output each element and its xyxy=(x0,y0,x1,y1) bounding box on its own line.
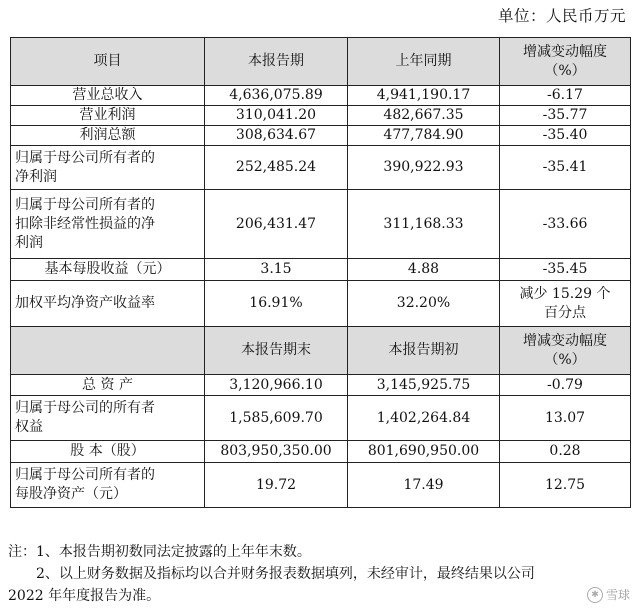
header-change xyxy=(500,327,631,375)
row-prior: 477,784.90 xyxy=(348,126,500,146)
watermark xyxy=(587,586,630,603)
financial-table xyxy=(10,37,631,508)
row-change: -35.45 xyxy=(500,259,631,281)
row-change: -35.40 xyxy=(500,126,631,146)
row-item: 加权平均净资产收益率 xyxy=(11,281,205,327)
row-item-line2: 权益 xyxy=(15,419,43,435)
row-end: 19.72 xyxy=(205,463,348,508)
row-item-line1: 归属于母公司所有者的 xyxy=(15,196,155,213)
row-end: 803,950,350.00 xyxy=(205,441,348,463)
row-change: 12.75 xyxy=(500,463,631,508)
table-row xyxy=(11,375,631,396)
header-period-end: 本报告期末 xyxy=(205,327,348,375)
header-change-line1: 增减变动幅度 xyxy=(523,332,607,349)
row-prior: 4.88 xyxy=(348,259,500,281)
row-change: 13.07 xyxy=(500,396,631,441)
table-row xyxy=(11,146,631,190)
row-change: -35.41 xyxy=(500,146,631,190)
row-begin: 17.49 xyxy=(348,463,500,508)
row-prior: 32.20% xyxy=(348,281,500,327)
table-row xyxy=(11,86,631,106)
row-item: 总 资 产 xyxy=(11,375,205,396)
row-change-line2: 百分点 xyxy=(544,304,586,321)
table-row xyxy=(11,396,631,441)
row-item-line1: 归属于母公司所有者的 xyxy=(15,467,155,483)
table-row xyxy=(11,463,631,508)
row-item-line1: 归属于母公司的所有者 xyxy=(15,400,155,416)
footnote-2-continued: 2022 年年度报告为准。 xyxy=(8,588,161,604)
row-item-line2: 净利润 xyxy=(15,168,57,185)
row-prior: 390,922.93 xyxy=(348,146,500,190)
footnote-1: 注：1、本报告期初数同法定披露的上年年末数。 xyxy=(8,544,311,560)
row-item-line3: 利润 xyxy=(15,234,43,251)
row-begin: 801,690,950.00 xyxy=(348,441,500,463)
header-prior-period: 上年同期 xyxy=(348,38,500,86)
header-change xyxy=(500,38,631,86)
row-current: 4,636,075.89 xyxy=(205,86,348,106)
table-row xyxy=(11,441,631,463)
row-item xyxy=(11,463,205,508)
row-item: 营业总收入 xyxy=(11,86,205,106)
row-current: 308,634.67 xyxy=(205,126,348,146)
row-item-line2: 每股净资产（元） xyxy=(15,486,127,502)
row-prior: 4,941,190.17 xyxy=(348,86,500,106)
row-item: 营业利润 xyxy=(11,106,205,126)
row-item-line2: 扣除非经常性损益的净 xyxy=(15,215,155,232)
row-current: 206,431.47 xyxy=(205,190,348,259)
row-item xyxy=(11,146,205,190)
header-period-begin: 本报告期初 xyxy=(348,327,500,375)
table-row xyxy=(11,259,631,281)
row-item xyxy=(11,190,205,259)
row-item: 股 本（股） xyxy=(11,441,205,463)
watermark-logo-icon: ✱ xyxy=(587,587,603,603)
header-current-period: 本报告期 xyxy=(205,38,348,86)
watermark-text: 雪球 xyxy=(605,588,630,602)
row-prior: 482,667.35 xyxy=(348,106,500,126)
row-item xyxy=(11,396,205,441)
row-change: -0.79 xyxy=(500,375,631,396)
row-end: 3,120,966.10 xyxy=(205,375,348,396)
header-change-line2: （%） xyxy=(544,351,586,368)
row-change xyxy=(500,281,631,327)
header-change-line2: （%） xyxy=(544,62,586,79)
header-item: 项目 xyxy=(11,38,205,86)
row-item-line1: 归属于母公司所有者的 xyxy=(15,149,155,166)
row-item: 基本每股收益（元） xyxy=(11,259,205,281)
row-current: 3.15 xyxy=(205,259,348,281)
table-row xyxy=(11,126,631,146)
row-change: -33.66 xyxy=(500,190,631,259)
row-end: 1,585,609.70 xyxy=(205,396,348,441)
table-row xyxy=(11,281,631,327)
table-header-row xyxy=(11,38,631,86)
row-change: -35.77 xyxy=(500,106,631,126)
row-current: 252,485.24 xyxy=(205,146,348,190)
row-begin: 1,402,264.84 xyxy=(348,396,500,441)
footnotes xyxy=(8,541,634,607)
row-change: 0.28 xyxy=(500,441,631,463)
header-blank xyxy=(11,327,205,375)
row-prior: 311,168.33 xyxy=(348,190,500,259)
row-item: 利润总额 xyxy=(11,126,205,146)
row-current: 16.91% xyxy=(205,281,348,327)
header-change-line1: 增减变动幅度 xyxy=(523,43,607,60)
row-change-line1: 减少 15.29 个 xyxy=(519,285,611,302)
row-begin: 3,145,925.75 xyxy=(348,375,500,396)
row-change: -6.17 xyxy=(500,86,631,106)
table-header-row xyxy=(11,327,631,375)
row-current: 310,041.20 xyxy=(205,106,348,126)
unit-label: 单位：人民币万元 xyxy=(497,7,626,25)
table-row xyxy=(11,190,631,259)
table-row xyxy=(11,106,631,126)
footnote-2: 2、以上财务数据及指标均以合并财务报表数据填列，未经审计，最终结果以公司 xyxy=(36,566,535,582)
